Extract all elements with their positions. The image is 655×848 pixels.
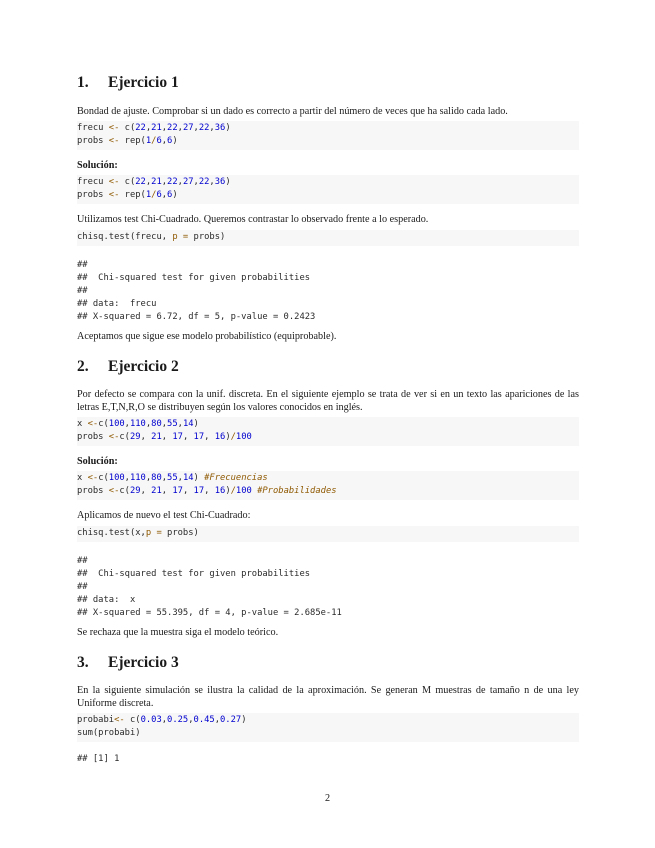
section-heading-1 bbox=[77, 73, 579, 93]
section-title: Ejercicio 2 bbox=[108, 357, 179, 375]
paragraph: Utilizamos test Chi-Cuadrado. Queremos contrastar lo observado frente a lo esperado. bbox=[77, 214, 429, 226]
output-line: ## data: x bbox=[77, 594, 136, 605]
section-number: 1. bbox=[77, 74, 89, 91]
output-line: ## X-squared = 6.72, df = 5, p-value = 0.2423 bbox=[77, 311, 316, 322]
section-intro: Bondad de ajuste. Comprobar si un dado es correcto a partir del número de veces que ha salido cada lado. bbox=[77, 106, 508, 117]
code-block: chisq.test(x,p = probs) bbox=[77, 526, 579, 542]
code-block: x <-c(100,110,80,55,14) probs <-c(29, 21, 17, 17, 16)/100 bbox=[77, 417, 579, 446]
output-line: ## Chi-squared test for given probabilities bbox=[77, 272, 311, 283]
code-block: probabi<- c(0.03,0.25,0.45,0.27) sum(probabi) bbox=[77, 713, 579, 742]
code-comment: #Frecuencias bbox=[204, 473, 268, 484]
solution-label: Solución: bbox=[77, 160, 118, 172]
section-heading-2 bbox=[77, 357, 579, 377]
solution-label: Solución: bbox=[77, 456, 118, 468]
code-comment: #Probabilidades bbox=[257, 486, 337, 497]
section-title: Ejercicio 1 bbox=[108, 74, 179, 91]
output-line: ## bbox=[77, 285, 88, 296]
code-output bbox=[77, 555, 579, 620]
section-number: 3. bbox=[77, 653, 89, 671]
output-line: ## bbox=[77, 555, 88, 566]
code-block: chisq.test(frecu, p = probs) bbox=[77, 230, 579, 246]
section-heading-3 bbox=[77, 653, 579, 673]
code-block: frecu <- c(22,21,22,27,22,36) probs <- rep(1/6,6) bbox=[77, 121, 579, 150]
paragraph: Se rechaza que la muestra siga el modelo teórico. bbox=[77, 626, 279, 638]
code-output: ## [1] 1 bbox=[77, 754, 120, 765]
paragraph: Aplicamos de nuevo el test Chi-Cuadrado: bbox=[77, 510, 251, 522]
code-block: x <-c(100,110,80,55,14) #Frecuencias probs <-c(29, 21, 17, 17, 16)/100 #Probabilidades bbox=[77, 471, 579, 500]
section-number: 2. bbox=[77, 357, 89, 375]
section-title: Ejercicio 3 bbox=[108, 653, 179, 671]
code-block: frecu <- c(22,21,22,27,22,36) probs <- rep(1/6,6) bbox=[77, 175, 579, 204]
code-output bbox=[77, 259, 579, 324]
section-intro: Por defecto se compara con la unif. discreta. En el siguiente ejemplo se trata de ver si en un texto las apariciones de las letras E,T,N,R,O se distribuyen según los valores conocidos en inglés. bbox=[77, 388, 579, 414]
section-intro: En la siguiente simulación se ilustra la calidad de la aproximación. Se generan M muestras de tamaño n de una ley Uniforme discreta. bbox=[77, 684, 579, 710]
document-page bbox=[77, 60, 579, 766]
page-number: 2 bbox=[324, 793, 331, 804]
output-line: ## bbox=[77, 259, 88, 270]
output-line: ## Chi-squared test for given probabilities bbox=[77, 568, 311, 579]
output-line: ## data: frecu bbox=[77, 298, 157, 309]
paragraph: Aceptamos que sigue ese modelo probabilístico (equiprobable). bbox=[77, 330, 337, 342]
output-line: ## bbox=[77, 581, 88, 592]
output-line: ## X-squared = 55.395, df = 4, p-value = 2.685e-11 bbox=[77, 607, 342, 618]
